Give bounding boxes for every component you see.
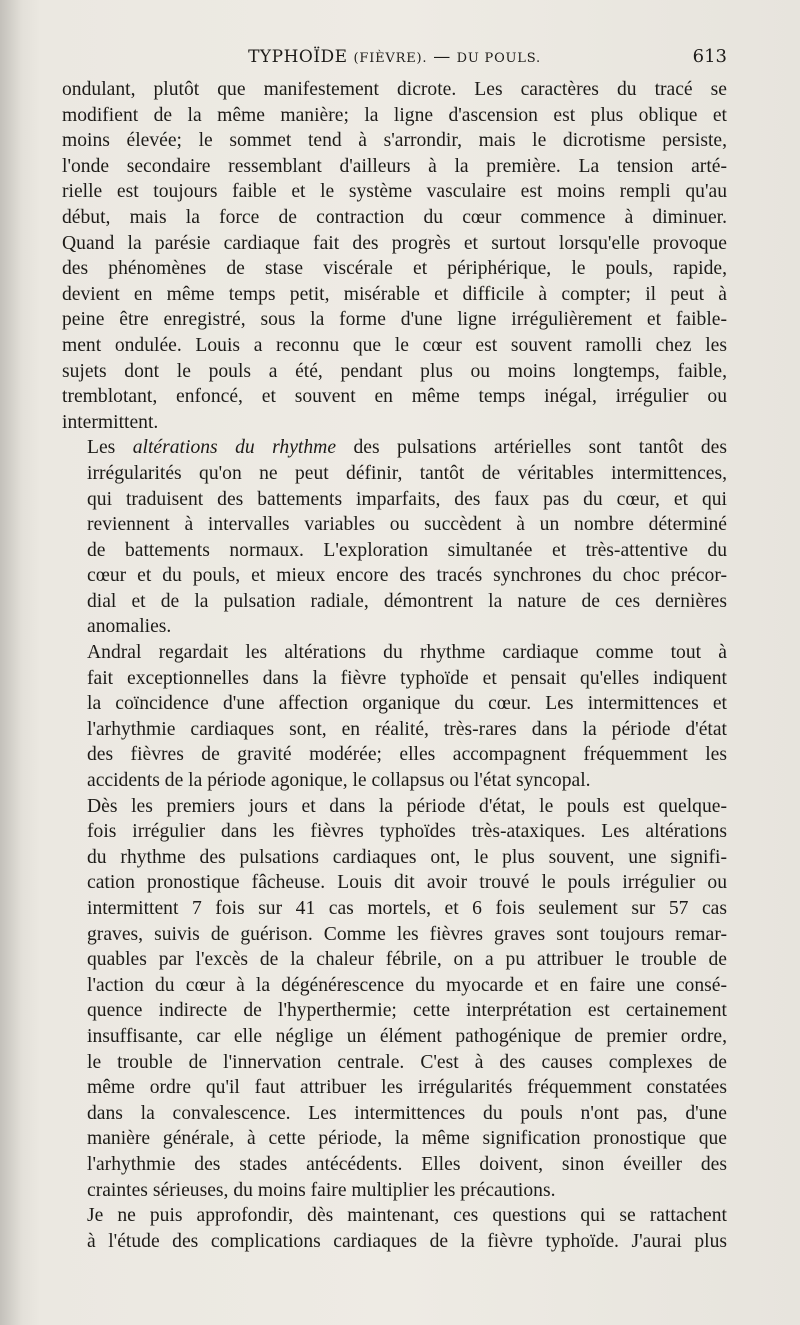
text-line: craintes sérieuses, du moins faire multiplier les précautions. <box>87 1179 556 1201</box>
text-line: devient en même temps petit, misérable et difficile à compter; il peut à <box>62 283 727 305</box>
paragraph <box>62 77 727 435</box>
text-line: irrégularités qu'on ne peut définir, tantôt de véritables intermittences, <box>87 462 727 484</box>
text-line: l'action du cœur à la dégénérescence du myocarde et en faire une consé- <box>87 974 727 996</box>
page-number: 613 <box>692 46 727 67</box>
text-line: intermittent 7 fois sur 41 cas mortels, et 6 fois seulement sur 57 cas <box>87 898 727 919</box>
text-line: quables par l'excès de la chaleur fébrile, on a pu attribuer le trouble de <box>87 949 727 971</box>
text-line: Dès les premiers jours et dans la période d'état, le pouls est quelque- <box>87 795 727 817</box>
text-line: graves, suivis de guérison. Comme les fièvres graves sont toujours remar- <box>87 923 727 945</box>
text-line: insuffisante, car elle néglige un élément pathogénique de premier ordre, <box>87 1025 727 1047</box>
paragraph <box>62 1203 727 1254</box>
text-line: cation pronostique fâcheuse. Louis dit avoir trouvé le pouls irrégulier ou <box>87 872 727 894</box>
text-line: l'arhythmie cardiaques sont, en réalité, très-rares dans la période d'état <box>87 718 727 740</box>
body-text <box>62 77 727 1254</box>
text-line: moins élevée; le sommet tend à s'arrondir, mais le dicrotisme persiste, <box>62 130 727 152</box>
text-line: du rhythme des pulsations cardiaques ont, le plus souvent, une signifi- <box>87 846 727 868</box>
text-line: même ordre qu'il faut attribuer les irrégularités fréquemment constatées <box>87 1077 727 1099</box>
paragraph <box>62 794 727 1204</box>
text-line: Andral regardait les altérations du rhythme cardiaque comme tout à <box>87 642 727 664</box>
text-line: fait exceptionnelles dans la fièvre typhoïde et pensait qu'elles indiquent <box>87 667 727 689</box>
binding-shadow <box>0 0 22 1325</box>
text-line: fois irrégulier dans les fièvres typhoïdes très-ataxiques. Les altérations <box>87 821 727 843</box>
text-line: tremblotant, enfoncé, et souvent en même temps inégal, irrégulier ou <box>62 386 727 408</box>
text-line: accidents de la période agonique, le collapsus ou l'état syncopal. <box>87 770 591 792</box>
text-line: Quand la parésie cardiaque fait des progrès et surtout lorsqu'elle provoque <box>62 232 727 254</box>
text-line: dial et de la pulsation radiale, démontrent la nature de ces dernières <box>87 590 727 612</box>
text-line: l'arhythmie des stades antécédents. Elles doivent, sinon éveiller des <box>87 1153 727 1175</box>
text-line: qui traduisent des battements imparfaits, des faux pas du cœur, et qui <box>87 488 727 510</box>
running-head <box>62 42 727 74</box>
text-line: intermittent. <box>62 411 159 433</box>
text-line: à l'étude des complications cardiaques de la fièvre typhoïde. J'aurai plus <box>87 1230 727 1252</box>
text-line: Les altérations du rhythme des pulsations artérielles sont tantôt des <box>87 437 727 459</box>
text-line: des phénomènes de stase viscérale et périphérique, le pouls, rapide, <box>62 258 727 280</box>
running-head-main: TYPHOÏDE <box>248 47 348 67</box>
text-line: peine être enregistré, sous la forme d'une ligne irrégulièrement et faible- <box>62 309 727 331</box>
paragraph <box>62 640 727 794</box>
text-line: l'onde secondaire ressemblant d'ailleurs à la première. La tension arté- <box>62 155 727 177</box>
text-line: de battements normaux. L'exploration simultanée et très-attentive du <box>87 539 727 561</box>
text-line: le trouble de l'innervation centrale. C'est à des causes complexes de <box>87 1051 727 1073</box>
text-line: manière générale, à cette période, la même signification pronostique que <box>87 1128 727 1150</box>
running-head-dash: — <box>433 47 451 67</box>
paragraph <box>62 435 727 640</box>
text-line: la coïncidence d'une affection organique du cœur. Les intermittences et <box>87 693 727 715</box>
text-line: rielle est toujours faible et le système vasculaire est moins rempli qu'au <box>62 181 727 203</box>
text-line: des fièvres de gravité modérée; elles accompagnent fréquemment les <box>87 744 727 766</box>
page-header <box>62 42 727 72</box>
running-head-sub: DU POULS. <box>456 51 541 66</box>
text-line: quence indirecte de l'hyperthermie; cette interprétation est certainement <box>87 1000 727 1022</box>
text-line: modifient de la même manière; la ligne d'ascension est plus oblique et <box>62 104 727 126</box>
text-line: ment ondulée. Louis a reconnu que le cœur est souvent ramolli chez les <box>62 334 727 356</box>
text-line: Je ne puis approfondir, dès maintenant, ces questions qui se rattachent <box>87 1205 727 1227</box>
text-line: cœur et du pouls, et mieux encore des tracés synchrones du choc précor- <box>87 565 727 587</box>
text-line: sujets dont le pouls a été, pendant plus ou moins longtemps, faible, <box>62 360 727 382</box>
text-line: début, mais la force de contraction du cœur commence à diminuer. <box>62 206 727 228</box>
text-line: dans la convalescence. Les intermittences du pouls n'ont pas, d'une <box>87 1102 727 1124</box>
text-line: anomalies. <box>87 616 172 638</box>
text-line: reviennent à intervalles variables ou succèdent à un nombre déterminé <box>87 514 727 536</box>
running-head-paren: (FIÈVRE). <box>353 51 428 66</box>
italic-phrase: altérations du rhythme <box>132 437 337 459</box>
text-line: ondulant, plutôt que manifestement dicrote. Les caractères du tracé se <box>62 79 727 100</box>
